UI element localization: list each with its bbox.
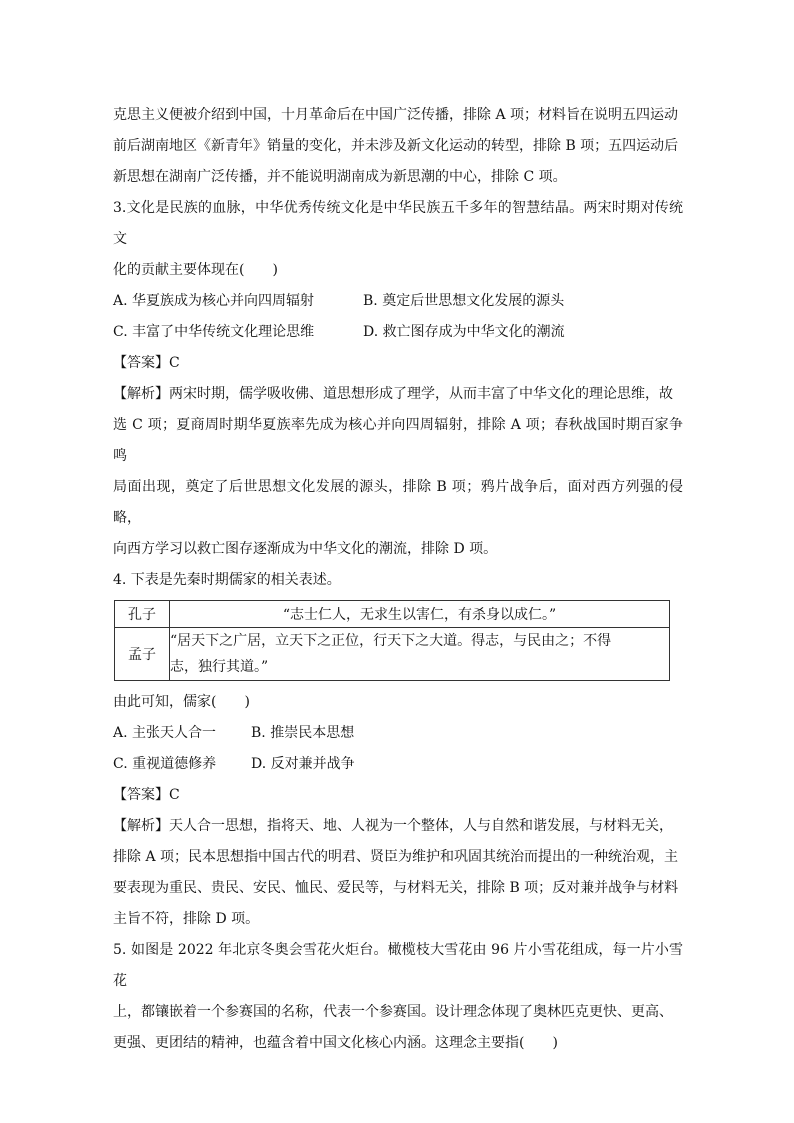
option-a: A. 华夏族成为核心并向四周辐射 xyxy=(113,293,315,309)
analysis-line: 要表现为重民、贵民、安民、恤民、爱民等，与材料无关，排除 B 项；反对兼并战争与材料 xyxy=(113,880,679,896)
options-row xyxy=(113,317,683,348)
question-5 xyxy=(113,935,683,1059)
table-cell-quote: “志士仁人，无求生以害仁，有杀身以成仁。” xyxy=(170,601,670,628)
answer: 【答案】C xyxy=(113,787,180,803)
options-row xyxy=(113,749,683,780)
options-row xyxy=(113,718,683,749)
option-a: A. 主张天人合一 xyxy=(113,725,217,741)
option-d: D. 救亡图存成为中华文化的潮流 xyxy=(363,324,565,340)
question-4 xyxy=(113,565,683,935)
quote-table xyxy=(114,600,670,681)
text-line: 前后湖南地区《新青年》销量的变化，并未涉及新文化运动的转型，排除 B 项；五四运动后 xyxy=(113,138,679,154)
analysis-line: 向西方学习以救亡图存逐渐成为中华文化的潮流，排除 D 项。 xyxy=(113,541,498,557)
option-d: D. 反对兼并战争 xyxy=(251,756,355,772)
analysis-line: 选 C 项；夏商周时期华夏族率先成为核心并向四周辐射，排除 A 项；春秋战国时期百家争鸣 xyxy=(113,417,683,464)
table-cell-quote xyxy=(170,628,670,681)
option-c: C. 重视道德修养 xyxy=(113,756,217,772)
table-cell-speaker: 孟子 xyxy=(115,628,170,681)
analysis-line: 局面出现，奠定了后世思想文化发展的源头，排除 B 项；鸦片战争后，面对西方列强的侵略， xyxy=(113,479,683,526)
question-prompt: 由此可知，儒家( ) xyxy=(113,694,250,710)
question-stem: 更强、更团结的精神，也蕴含着中国文化核心内涵。这理念主要指( ) xyxy=(113,1035,558,1051)
question-stem: 3.文化是民族的血脉，中华优秀传统文化是中华民族五千多年的智慧结晶。两宋时期对传统文 xyxy=(113,200,683,247)
quote-line: “居天下之广居，立天下之正位，行天下之大道。得志，与民由之；不得 xyxy=(170,633,612,649)
table-cell-speaker: 孔子 xyxy=(115,601,170,628)
question-3 xyxy=(113,193,683,565)
question-stem: 化的贡献主要体现在( ) xyxy=(113,262,278,278)
analysis-line: 【解析】两宋时期，儒学吸收佛、道思想形成了理学，从而丰富了中华文化的理论思维，故 xyxy=(113,386,673,402)
table-row xyxy=(115,601,670,628)
previous-analysis xyxy=(113,100,683,193)
quote-line: 志，独行其道。” xyxy=(170,659,269,675)
analysis-line: 【解析】天人合一思想，指将天、地、人视为一个整体，人与自然和谐发展，与材料无关， xyxy=(113,818,673,834)
question-stem: 5. 如图是 2022 年北京冬奥会雪花火炬台。橄榄枝大雪花由 96 片小雪花组成，每一片小雪花 xyxy=(113,942,683,989)
options-row xyxy=(113,286,683,317)
option-c: C. 丰富了中华传统文化理论思维 xyxy=(113,324,315,340)
text-line: 克思主义便被介绍到中国，十月革命后在中国广泛传播，排除 A 项；材料旨在说明五四运动 xyxy=(113,107,679,123)
analysis-line: 排除 A 项；民本思想指中国古代的明君、贤臣为维护和巩固其统治而提出的一种统治观，主 xyxy=(113,849,679,865)
answer: 【答案】C xyxy=(113,355,180,371)
question-stem: 上，都镶嵌着一个参赛国的名称，代表一个参赛国。设计理念体现了奥林匹克更快、更高、 xyxy=(113,1004,673,1020)
page-content xyxy=(113,100,683,1059)
analysis-line: 主旨不符，排除 D 项。 xyxy=(113,911,260,927)
table-row xyxy=(115,628,670,681)
option-b: B. 奠定后世思想文化发展的源头 xyxy=(363,293,565,309)
text-line: 新思想在湖南广泛传播，并不能说明湖南成为新思潮的中心，排除 C 项。 xyxy=(113,169,567,185)
question-stem: 4. 下表是先秦时期儒家的相关表述。 xyxy=(113,572,341,588)
option-b: B. 推崇民本思想 xyxy=(251,725,355,741)
